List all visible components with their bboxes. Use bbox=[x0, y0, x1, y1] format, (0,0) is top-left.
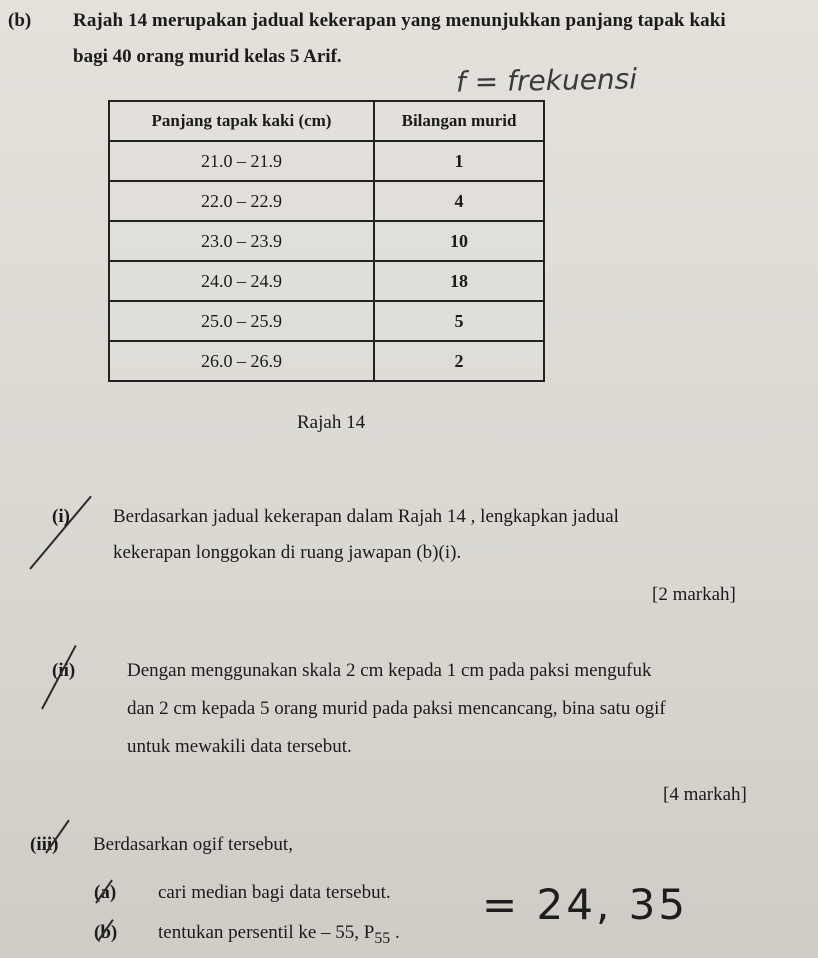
table-row bbox=[109, 341, 544, 381]
figure-caption: Rajah 14 bbox=[297, 412, 366, 433]
q2-line-3: untuk mewakili data tersebut. bbox=[127, 736, 352, 757]
q2-line-1: Dengan menggunakan skala 2 cm kepada 1 cm pada paksi mengufuk bbox=[127, 660, 652, 681]
cell-frequency: 10 bbox=[374, 221, 544, 261]
q3b-text bbox=[158, 922, 400, 948]
q1-line-2: kekerapan longgokan di ruang jawapan (b)(i). bbox=[113, 542, 462, 563]
q3b-label: (b) bbox=[94, 922, 118, 943]
cell-class-interval: 21.0 – 21.9 bbox=[109, 141, 374, 181]
cell-class-interval: 23.0 – 23.9 bbox=[109, 221, 374, 261]
q3a-label: (a) bbox=[94, 882, 117, 903]
q1-line-1: Berdasarkan jadual kekerapan dalam Rajah 14 , lengkapkan jadual bbox=[113, 506, 619, 527]
table-row bbox=[109, 221, 544, 261]
frequency-table bbox=[108, 100, 545, 382]
table-row bbox=[109, 141, 544, 181]
table-row bbox=[109, 301, 544, 341]
q3b-end: . bbox=[390, 922, 400, 943]
cell-class-interval: 25.0 – 25.9 bbox=[109, 301, 374, 341]
cell-class-interval: 24.0 – 24.9 bbox=[109, 261, 374, 301]
q2-line-2: dan 2 cm kepada 5 orang murid pada paksi mencancang, bina satu ogif bbox=[127, 698, 666, 719]
cell-frequency: 5 bbox=[374, 301, 544, 341]
table-row bbox=[109, 181, 544, 221]
q1-marks: [2 markah] bbox=[652, 584, 736, 605]
cell-class-interval: 26.0 – 26.9 bbox=[109, 341, 374, 381]
table-header-row bbox=[109, 101, 544, 141]
cell-class-interval: 22.0 – 22.9 bbox=[109, 181, 374, 221]
header-foot-length: Panjang tapak kaki (cm) bbox=[109, 101, 374, 141]
q2-label: (ii) bbox=[52, 660, 76, 681]
q3b-main-text: tentukan persentil ke – 55, P bbox=[158, 922, 375, 943]
q1-label: (i) bbox=[52, 506, 70, 527]
handwritten-note: f = frekuensi bbox=[455, 62, 638, 99]
q3-line-1: Berdasarkan ogif tersebut, bbox=[93, 834, 293, 855]
q3-label: (iii) bbox=[30, 834, 59, 855]
cell-frequency: 2 bbox=[374, 341, 544, 381]
q3b-subscript: 55 bbox=[374, 929, 391, 947]
cell-frequency: 4 bbox=[374, 181, 544, 221]
q3a-text: cari median bagi data tersebut. bbox=[158, 882, 391, 903]
intro-line-1: Rajah 14 merupakan jadual kekerapan yang menunjukkan panjang tapak kaki bbox=[73, 10, 726, 31]
cell-frequency: 18 bbox=[374, 261, 544, 301]
table-row bbox=[109, 261, 544, 301]
section-label: (b) bbox=[8, 10, 32, 31]
handwritten-answer: = 24, 35 bbox=[482, 880, 689, 929]
q2-marks: [4 markah] bbox=[663, 784, 747, 805]
intro-line-2: bagi 40 orang murid kelas 5 Arif. bbox=[73, 46, 342, 67]
cell-frequency: 1 bbox=[374, 141, 544, 181]
header-student-count: Bilangan murid bbox=[374, 101, 544, 141]
